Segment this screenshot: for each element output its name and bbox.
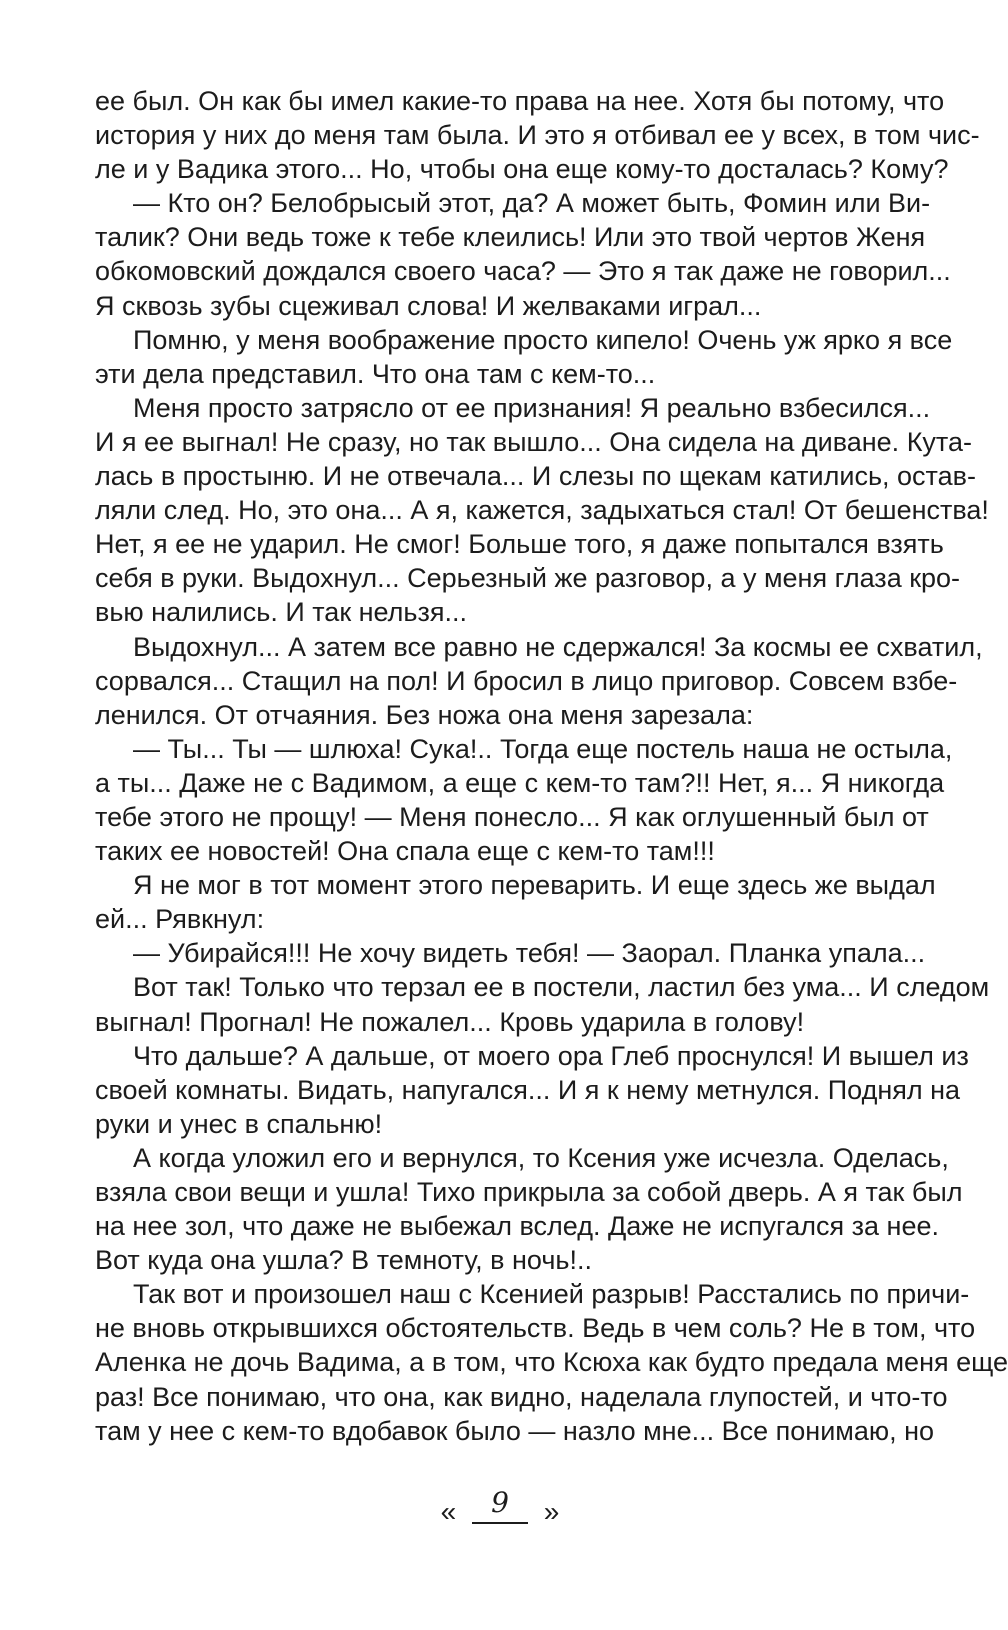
page-number: 9: [472, 1488, 528, 1524]
text-line: сорвался... Стащил на пол! И бросил в лицо приговор. Совсем взбе-: [95, 665, 958, 696]
text-line: своей комнаты. Видать, напугался... И я к нему метнулся. Поднял на: [95, 1074, 961, 1105]
text-line: эти дела представил. Что она там с кем-то...: [95, 358, 656, 389]
text-line: таких ее новостей! Она спала еще с кем-то там!!!: [95, 836, 715, 867]
left-quote: «: [440, 1496, 457, 1527]
page-footer: [0, 1488, 1000, 1530]
body-text: [95, 84, 1008, 1448]
text-line: взяла свои вещи и ушла! Тихо прикрыла за собой дверь. А я так был: [95, 1177, 963, 1207]
text-line: не вновь открывшихся обстоятельств. Ведь в чем соль? Не в том, что: [95, 1313, 976, 1344]
right-quote: »: [543, 1496, 560, 1527]
text-line: Что дальше? А дальше, от моего ора Глеб проснулся! И вышел из: [133, 1040, 969, 1071]
text-line: Помню, у меня воображение просто кипело! Очень уж ярко я все: [133, 324, 953, 355]
text-line: история у них до меня там была. И это я отбивал ее у всех, в том чис-: [95, 120, 980, 151]
text-line: Я сквозь зубы сцеживал слова! И желваками играл...: [95, 290, 762, 321]
text-line: руки и унес в спальню!: [95, 1108, 383, 1139]
text-line: талик? Они ведь тоже к тебе клеились! Или это твой чертов Женя: [95, 222, 926, 253]
text-line: обкомовский дождался своего часа? — Это я так даже не говорил...: [95, 256, 951, 287]
text-line: Выдохнул... А затем все равно не сдержался! За космы ее схватил,: [133, 631, 983, 662]
text-line: себя в руки. Выдохнул... Серьезный же разговор, а у меня глаза кро-: [95, 563, 961, 594]
text-line: ляли след. Но, это она... А я, кажется, задыхаться стал! От бешенства!: [95, 495, 989, 526]
text-line: Вот куда она ушла? В темноту, в ночь!..: [95, 1245, 592, 1276]
text-line: на нее зол, что даже не выбежал вслед. Даже не испугался за нее.: [95, 1211, 939, 1242]
text-line: Меня просто затрясло от ее признания! Я реально взбесился...: [133, 392, 931, 423]
text-line: там у нее с кем-то вдобавок было — назло мне... Все понимаю, но: [95, 1415, 935, 1446]
text-line: — Ты... Ты — шлюха! Сука!.. Тогда еще постель наша не остыла,: [133, 733, 953, 764]
text-line: — Убирайся!!! Не хочу видеть тебя! — Заорал. Планка упала...: [133, 938, 926, 969]
text-line: выгнал! Прогнал! Не пожалел... Кровь ударила в голову!: [95, 1006, 805, 1037]
text-line: Я не мог в тот момент этого переварить. И еще здесь же выдал: [133, 870, 936, 901]
text-line: лась в простыню. И не отвечала... И слезы по щекам катились, остав-: [95, 461, 976, 492]
text-line: ленился. От отчаяния. Без ножа она меня зарезала:: [95, 699, 754, 730]
text-line: Вот так! Только что терзал ее в постели, ластил без ума... И следом: [133, 972, 990, 1003]
text-line: а ты... Даже не с Вадимом, а еще с кем-то там?!! Нет, я... Я никогда: [95, 767, 945, 798]
text-line: — Кто он? Белобрысый этот, да? А может быть, Фомин или Ви-: [133, 188, 931, 219]
text-line: ле и у Вадика этого... Но, чтобы она еще кому-то досталась? Кому?: [95, 154, 949, 185]
text-line: Нет, я ее не ударил. Не смог! Больше того, я даже попытался взять: [95, 529, 944, 560]
text-line: раз! Все понимаю, что она, как видно, наделала глупостей, и что-то: [95, 1381, 948, 1412]
text-line: ей... Рявкнул:: [95, 904, 265, 935]
text-line: А когда уложил его и вернулся, то Ксения уже исчезла. Оделась,: [133, 1142, 949, 1173]
text-line: И я ее выгнал! Не сразу, но так вышло... Она сидела на диване. Кута-: [95, 426, 972, 457]
text-line: вью налились. И так нельзя...: [95, 597, 467, 628]
text-line: тебе этого не прощу! — Меня понесло... Я как оглушенный был от: [95, 801, 929, 832]
text-line: Аленка не дочь Вадима, а в том, что Ксюха как будто предала меня еще: [95, 1347, 1008, 1378]
text-line: ее был. Он как бы имел какие-то права на нее. Хотя бы потому, что: [95, 86, 945, 116]
text-line: Так вот и произошел наш с Ксенией разрыв! Расстались по причи-: [133, 1279, 970, 1310]
